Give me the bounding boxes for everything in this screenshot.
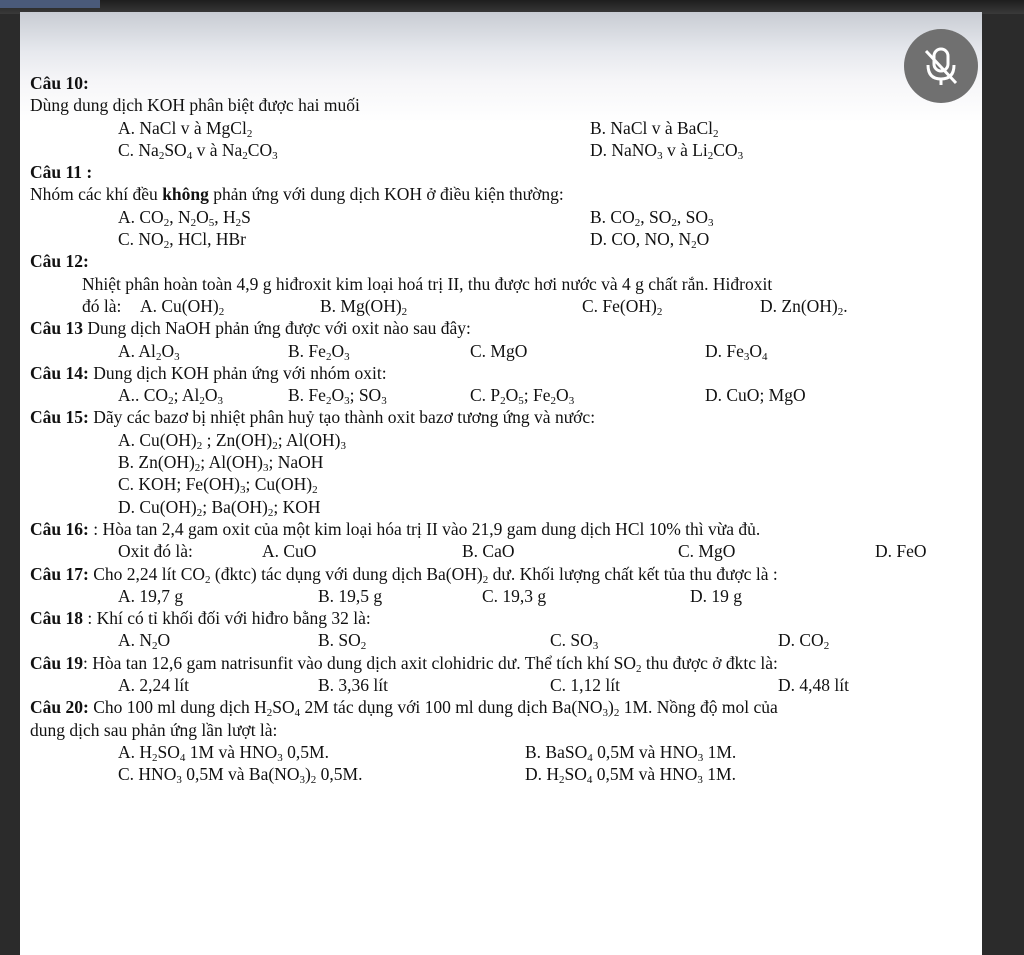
question-19-stem: Câu 19: Hòa tan 12,6 gam natrisunfit vào dung dịch axit clohidric dư. Thể tích khí $SO_2$ thu được ở đktc là: (30, 652, 778, 675)
option-a: A. $Al_2O_3$ (118, 340, 180, 363)
option-a: A. $Cu(OH)_2$ (140, 295, 225, 318)
option-d: D. NaNO$_3$ v à $Li_2CO_3$ (590, 139, 744, 162)
question-13-options (30, 340, 970, 362)
question-14-stem: Câu 14: Dung dịch KOH phản ứng với nhóm oxit: (30, 362, 387, 383)
question-17-options (30, 585, 970, 607)
option-d: D. $CO_2$ (778, 630, 830, 653)
question-16-stem: Câu 16: : Hòa tan 2,4 gam oxit của một kim loại hóa trị II vào 21,9 gam dung dịch HCl 10% thì vừa đủ. (30, 518, 761, 539)
question-10-options-row1 (30, 117, 970, 139)
option-d: D. CO, NO, $N_2O$ (590, 229, 710, 252)
question-15-stem: Câu 15: Dãy các bazơ bị nhiệt phân huỷ tạo thành oxit bazơ tương ứng và nước: (30, 407, 596, 428)
option-c: C. 1,12 lít (550, 675, 621, 696)
option-a: A. NaCl v à MgCl$_2$ (118, 117, 253, 140)
question-12-title: Câu 12: (30, 251, 89, 272)
option-d: D. FeO (875, 541, 927, 562)
option-a: A. $H_2SO_4$ 1M và $HNO_3$ 0,5M. (118, 741, 329, 764)
option-b: B. NaCl v à BaCl$_2$ (590, 117, 719, 140)
option-c: C. MgO (678, 541, 736, 562)
question-10-options-row2 (30, 139, 970, 161)
option-a: A. CuO (262, 541, 317, 562)
question-11-options-row2 (30, 228, 970, 250)
option-b: B. $Mg(OH)_2$ (320, 295, 408, 318)
option-d: D. $Zn(OH)_2$. (760, 295, 848, 318)
option-b: B. CaO (462, 541, 515, 562)
question-12-stem: Nhiệt phân hoàn toàn 4,9 g hiđroxit kim loại hoá trị II, thu được hơi nước và 4 g chất rắn. Hiđroxit (82, 273, 773, 294)
option-a: A. $Cu(OH)_2$ ; $Zn(OH)_2$; $Al(OH)_3$ (118, 429, 346, 452)
question-12-lead: đó là: (82, 295, 122, 316)
option-c: C. KOH; $Fe(OH)_3$; $Cu(OH)_2$ (118, 474, 318, 497)
option-b: B. $Fe_2O_3$; $SO_3$ (288, 385, 387, 408)
option-a: A. $CO_2$, $N_2O_5$, $H_2S$ (118, 206, 251, 229)
option-b: B. $CO_2$, $SO_2$, $SO_3$ (590, 206, 714, 229)
option-d: D. 19 g (690, 585, 743, 606)
question-18-options (30, 629, 970, 651)
question-11-title: Câu 11 : (30, 162, 93, 183)
option-b: B. $Zn(OH)_2$; $Al(OH)_3$; NaOH (118, 452, 324, 475)
option-d: D. $Cu(OH)_2$; $Ba(OH)_2$; KOH (118, 496, 321, 519)
question-list (30, 72, 970, 786)
option-d: D. $Fe_3O_4$ (705, 340, 768, 363)
question-16-lead: Oxit đó là: (118, 541, 193, 562)
option-c: C. $HNO_3$ 0,5M và $Ba(NO_3)_2$ 0,5M. (118, 764, 363, 787)
option-a: A. 19,7 g (118, 585, 184, 606)
question-11-options-row1 (30, 206, 970, 228)
question-10-title: Câu 10: (30, 73, 89, 93)
option-a: A.. $CO_2$; $Al_2O_3$ (118, 385, 223, 408)
question-19-options (30, 674, 970, 696)
question-20-stem-line2: dung dịch sau phản ứng lần lượt là: (30, 719, 278, 740)
option-b: B. $SO_2$ (318, 630, 367, 653)
question-20-stem: Câu 20: Cho 100 ml dung dịch $H_2SO_4$ 2M tác dụng với 100 ml dung dịch $Ba(NO_3)_2$ 1M. Nồng độ mol của (30, 697, 778, 720)
question-11-stem: Nhóm các khí đều không phản ứng với dung dịch KOH ở điều kiện thường: (30, 184, 564, 205)
option-c: C. $NO_2$, HCl, HBr (118, 229, 247, 252)
option-d: D. $H_2SO_4$ 0,5M và $HNO_3$ 1M. (525, 764, 736, 787)
question-12-options (30, 295, 970, 317)
option-b: B. 3,36 lít (318, 675, 389, 696)
option-b: B. 19,5 g (318, 585, 383, 606)
question-20-options-row1 (30, 741, 970, 763)
question-18-stem: Câu 18 : Khí có tỉ khối đối với hiđro bằng 32 là: (30, 608, 371, 629)
option-c: C. MgO (470, 340, 528, 361)
question-17-stem: Câu 17: Cho 2,24 lít $CO_2$ (đktc) tác dụng với dung dịch $Ba(OH)_2$ dư. Khối lượng chất kết tủa thu được là : (30, 563, 778, 586)
option-c: C. $Fe(OH)_2$ (582, 295, 663, 318)
option-c: C. $P_2O_5$; $Fe_2O_3$ (470, 385, 575, 408)
option-a: A. $N_2O$ (118, 630, 171, 653)
option-d: D. CuO; MgO (705, 385, 806, 406)
option-b: B. BaSO$_4$ 0,5M và $HNO_3$ 1M. (525, 741, 737, 764)
option-c: C. 19,3 g (482, 585, 547, 606)
question-20-options-row2 (30, 763, 970, 785)
question-10-stem: Dùng dung dịch KOH phân biệt được hai muối (30, 95, 360, 116)
question-13-stem: Câu 13 Dung dịch NaOH phản ứng được với oxit nào sau đây: (30, 318, 471, 339)
option-c: C. $Na_2SO_4$ v à $Na_2CO_3$ (118, 139, 278, 162)
option-a: A. 2,24 lít (118, 675, 189, 696)
option-c: C. $SO_3$ (550, 630, 599, 653)
window-tab (0, 0, 100, 8)
question-16-options (30, 540, 970, 562)
option-d: D. 4,48 lít (778, 675, 849, 696)
question-14-options (30, 384, 970, 406)
option-b: B. $Fe_2O_3$ (288, 340, 350, 363)
